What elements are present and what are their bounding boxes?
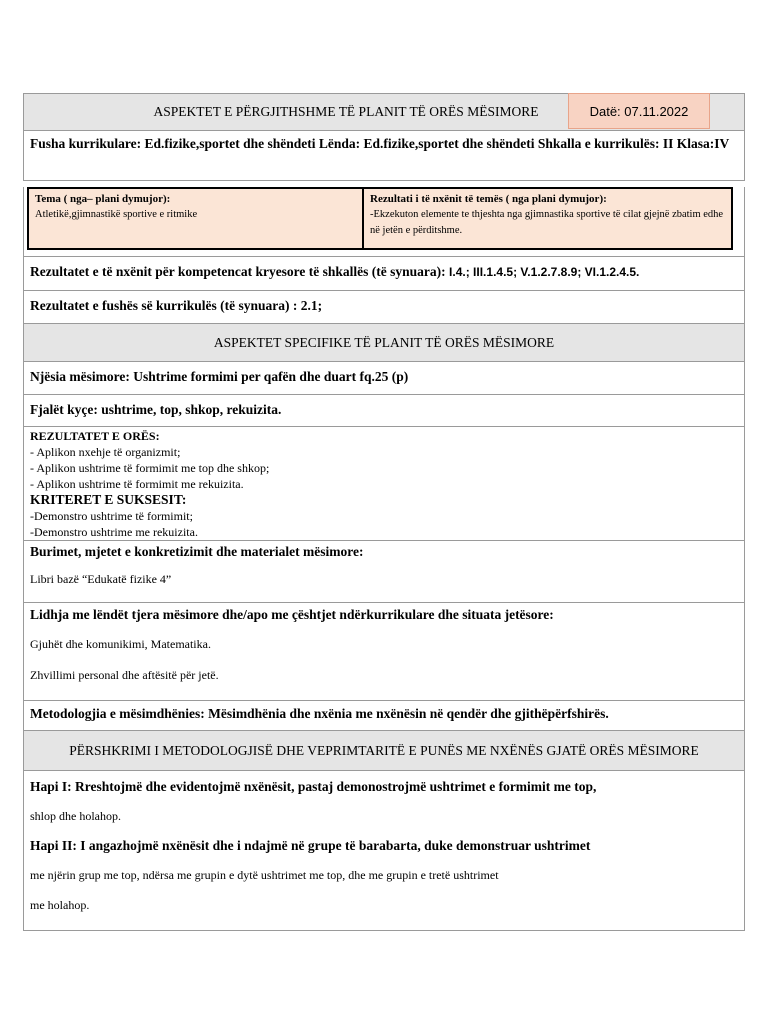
theme-row bbox=[23, 187, 745, 257]
success-criterion-1: -Demonstro ushtrime të formimit; bbox=[30, 509, 193, 523]
resources-row bbox=[23, 541, 745, 603]
step-2-continuation-2: me holahop. bbox=[30, 898, 90, 912]
specific-aspects-header bbox=[23, 324, 745, 362]
success-criterion-2: -Demonstro ushtrime me rekuizita. bbox=[30, 525, 198, 539]
methodology-row bbox=[23, 701, 745, 731]
general-aspects-title: ASPEKTET E PËRGJITHSHME TË PLANIT TË ORËS MËSIMORE bbox=[153, 104, 539, 119]
competences-value: I.4.; III.1.4.5; V.1.2.7.8.9; VI.1.2.4.5. bbox=[449, 265, 640, 279]
competences-label: Rezultatet e të nxënit për kompetencat kryesore të shkallës (të synuara): bbox=[30, 264, 446, 279]
resources-title: Burimet, mjetet e konkretizimit dhe materialet mësimore: bbox=[30, 544, 364, 559]
theme-result-cell bbox=[364, 189, 731, 248]
step-2-continuation-1: me njërin grup me top, ndërsa me grupin e dytë ushtrimet me top, dhe me grupin e tretë ushtrimet bbox=[30, 868, 499, 882]
field-results-text: Rezultatet e fushës së kurrikulës (të synuara) : 2.1; bbox=[30, 298, 323, 313]
activities-row bbox=[23, 771, 745, 931]
lesson-plan-document bbox=[23, 93, 745, 931]
competences-row bbox=[23, 257, 745, 291]
success-criteria-title: KRITERET E SUKSESIT: bbox=[30, 492, 187, 507]
theme-cell bbox=[29, 189, 364, 248]
resources-value: Libri bazë “Edukatë fizike 4” bbox=[30, 572, 172, 586]
date-text: Datë: 07.11.2022 bbox=[589, 103, 689, 119]
links-row bbox=[23, 603, 745, 701]
lesson-result-2: - Aplikon ushtrime të formimit me top dhe shkop; bbox=[30, 461, 270, 475]
curriculum-field-row bbox=[23, 131, 745, 181]
step-1-continuation: shlop dhe holahop. bbox=[30, 809, 121, 823]
step-2-title: Hapi II: I angazhojmë nxënësit dhe i ndajmë në grupe të barabarta, duke demonstruar ushtrimet bbox=[30, 838, 591, 853]
activities-title: PËRSHKRIMI I METODOLOGJISË DHE VEPRIMTARITË E PUNËS ME NXËNËS GJATË ORËS MËSIMORE bbox=[69, 742, 699, 758]
theme-title: Tema ( nga– plani dymujor): bbox=[35, 193, 171, 205]
theme-value: Atletikë,gjimnastikë sportive e ritmike bbox=[35, 209, 198, 220]
lesson-results-row bbox=[23, 427, 745, 541]
activities-header bbox=[23, 731, 745, 771]
keywords-text: Fjalët kyçe: ushtrime, top, shkop, rekuizita. bbox=[30, 402, 282, 417]
theme-result-title: Rezultati i të nxënit të temës ( nga plani dymujor): bbox=[370, 193, 607, 205]
links-title: Lidhja me lëndët tjera mësimore dhe/apo me çështjet ndërkurrikulare dhe situata jetësore: bbox=[30, 607, 554, 622]
theme-table bbox=[27, 187, 733, 250]
lesson-unit-row bbox=[23, 362, 745, 395]
curriculum-field-text: Fusha kurrikulare: Ed.fizike,sportet dhe shëndeti Lënda: Ed.fizike,sportet dhe shëndeti Shkalla e kurrikulës: II Klasa:IV bbox=[30, 136, 730, 151]
date-badge bbox=[568, 93, 710, 129]
links-value-2: Zhvillimi personal dhe aftësitë për jetë. bbox=[30, 668, 219, 682]
lesson-result-1: - Aplikon nxehje të organizmit; bbox=[30, 445, 181, 459]
methodology-text: Metodologjia e mësimdhënies: Mësimdhënia dhe nxënia me nxënësin në qendër dhe gjithëpërfshirës. bbox=[30, 706, 609, 721]
specific-aspects-title: ASPEKTET SPECIFIKE TË PLANIT TË ORËS MËSIMORE bbox=[213, 334, 555, 350]
lesson-result-3: - Aplikon ushtrime të formimit me rekuizita. bbox=[30, 477, 244, 491]
lesson-results-title: REZULTATET E ORËS: bbox=[30, 429, 160, 443]
field-results-row bbox=[23, 291, 745, 324]
links-value-1: Gjuhët dhe komunikimi, Matematika. bbox=[30, 637, 211, 651]
lesson-unit-text: Njësia mësimore: Ushtrime formimi per qafën dhe duart fq.25 (p) bbox=[30, 369, 409, 384]
theme-result-value: -Ekzekuton elemente te thjeshta nga gjimnastika sportive të cilat gjejnë zbatim edhe në jetën e përditshme. bbox=[370, 209, 724, 236]
keywords-row bbox=[23, 395, 745, 427]
step-1-title: Hapi I: Rreshtojmë dhe evidentojmë nxënësit, pastaj demonostrojmë ushtrimet e formimit me top, bbox=[30, 779, 597, 794]
